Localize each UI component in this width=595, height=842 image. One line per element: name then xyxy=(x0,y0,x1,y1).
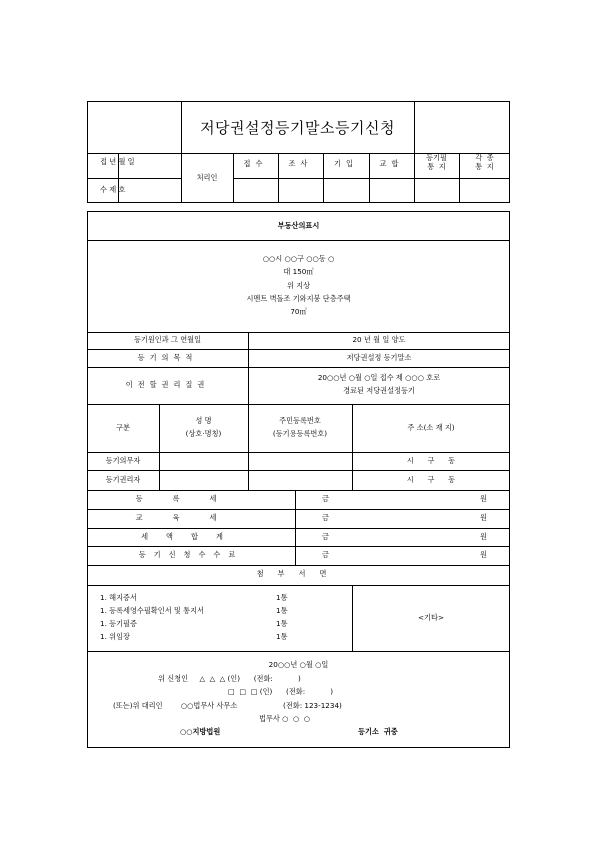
attachment-item: 1. 해지증서 xyxy=(100,593,137,602)
fee-label: 등기신청수수료 xyxy=(138,550,244,559)
fee-unit: 금 xyxy=(322,550,329,559)
agent-name: 법무사 ○ ○ ○ xyxy=(259,714,311,723)
property-line: 시멘트 벽돌조 기와지붕 단층주택 xyxy=(246,294,351,303)
party-address-header: 주 소(소 재 지) xyxy=(407,423,455,432)
attachment-item: 1. 위임장 xyxy=(100,632,130,641)
attachment-count: 1통 xyxy=(276,593,288,602)
application-date: 20○○년 ○월 ○일 xyxy=(268,660,329,669)
party-id-header: 주민등록번호 xyxy=(279,416,321,425)
party-name-header: 성 명 xyxy=(195,416,212,425)
step-review-label: 조사 xyxy=(288,159,313,168)
fee-unit: 금 xyxy=(322,513,329,522)
cause-value: 20 년 월 일 양도 xyxy=(352,335,406,344)
step-receipt-label: 접수 xyxy=(243,159,268,168)
party-division-header: 구분 xyxy=(116,423,130,432)
fee-label: 세액합계 xyxy=(141,532,241,541)
fee-unit: 금 xyxy=(322,494,329,503)
applicant-line: 위 신청인 △ △ △ (인) (전화: ) xyxy=(158,674,301,683)
registry-addressee: 등기소 귀중 xyxy=(358,727,398,736)
applicant-line-2: □ □ □ (인) (전화: ) xyxy=(228,687,334,696)
step-entry-label: 기입 xyxy=(334,159,358,168)
obligor-label: 등기의무자 xyxy=(105,456,141,465)
completion-notice-label: 등기필 통 지 xyxy=(426,153,447,171)
page-title: 저당권설정등기말소등기신청 xyxy=(200,119,395,137)
purpose-value: 저당권설정 등기말소 xyxy=(346,353,412,362)
attachment-item: 1. 등록세영수필확인서 및 통지서 xyxy=(100,606,204,615)
party-id-header-sub: (등기용등록번호) xyxy=(272,429,328,438)
cancel-target-value-2: 경료된 저당권설정등기 xyxy=(343,386,415,395)
step-verify-label: 교합 xyxy=(379,159,404,168)
purpose-label: 등기의목적 xyxy=(137,353,198,362)
cancel-target-label: 이전할권리질권 xyxy=(125,380,210,389)
attachment-count: 1통 xyxy=(276,632,288,641)
reception-date-label: 접 년 월 일 xyxy=(100,157,135,166)
attachments-other: <기타> xyxy=(418,613,444,622)
fee-label: 등록세 xyxy=(135,494,247,503)
cause-label: 등기원인과 그 연월일 xyxy=(133,335,202,344)
property-line: ○○시 ○○구 ○○동 ○ xyxy=(262,254,335,263)
property-line: 위 지상 xyxy=(286,281,311,290)
party-name-header-sub: (상호·명칭) xyxy=(185,429,222,438)
court-name: ○○지방법원 xyxy=(180,727,221,736)
property-line: 70㎡ xyxy=(290,307,307,316)
agent-line: (또는)위 대리인 ○○법무사 사무소 (전화: 123-1234) xyxy=(113,701,342,710)
fee-label: 교육세 xyxy=(135,513,247,522)
reception-number-label: 수 제 호 xyxy=(100,185,126,194)
fee-won: 원 xyxy=(480,494,487,503)
property-line: 대 150㎡ xyxy=(283,267,314,276)
cancel-target-value-1: 20○○년 ○월 ○일 접수 제 ○○○ 호로 xyxy=(317,373,441,382)
attachments-title: 첨부서면 xyxy=(256,569,341,578)
obligee-label: 등기권리자 xyxy=(105,475,141,484)
fee-unit: 금 xyxy=(322,532,329,541)
property-section-title: 부동산의표시 xyxy=(277,221,320,230)
fee-won: 원 xyxy=(480,513,487,522)
attachment-count: 1통 xyxy=(276,619,288,628)
attachment-count: 1통 xyxy=(276,606,288,615)
various-notice-label: 각 종 통 지 xyxy=(475,153,494,171)
fee-won: 원 xyxy=(480,550,487,559)
handler-label: 처리인 xyxy=(196,173,218,182)
attachment-item: 1. 등기필증 xyxy=(100,619,137,628)
obligor-address: 시 구 동 xyxy=(406,456,456,465)
obligee-address: 시 구 동 xyxy=(406,475,456,484)
fee-won: 원 xyxy=(480,532,487,541)
